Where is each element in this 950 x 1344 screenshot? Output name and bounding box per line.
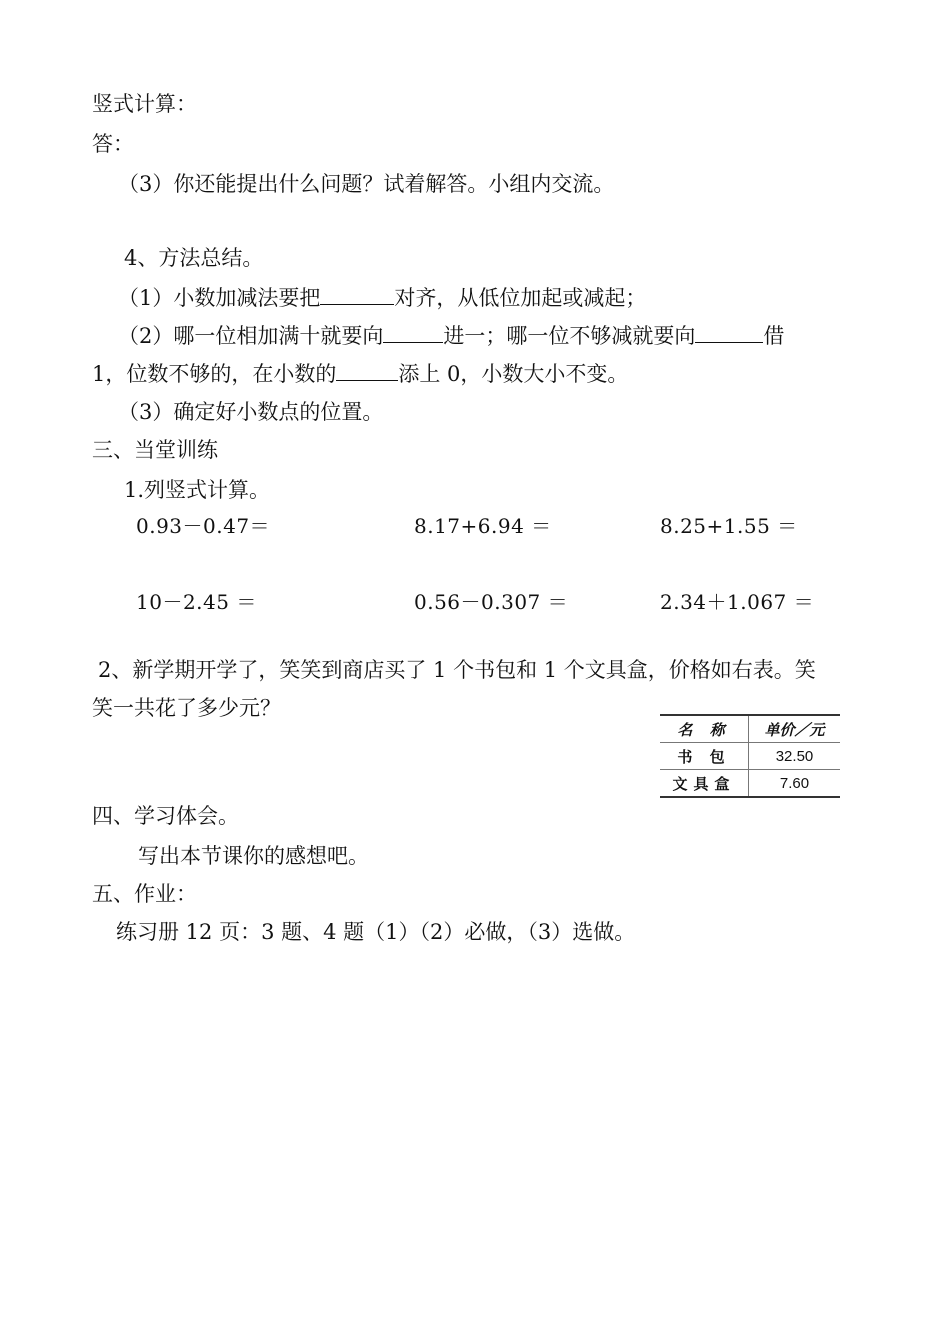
calc-item: 10－2.45 ＝ [136,590,257,614]
summary-point-1-text-a: （1）小数加减法要把 [118,286,321,310]
calc-item: 8.25+1.55 ＝ [660,514,798,538]
fill-blank[interactable] [320,284,394,305]
summary-point-1-text-b: 对齐，从低位加起或减起； [394,286,647,310]
table-row [660,770,840,798]
summary-point-3: （3）确定好小数点的位置。 [118,400,384,424]
reflection-prompt: 写出本节课你的感想吧。 [138,844,369,868]
price-table-item-name: 书 包 [660,743,749,770]
price-table-item-name: 文具盒 [660,770,749,798]
method-summary-heading: 4、方法总结。 [124,246,264,270]
price-table [660,714,840,798]
summary-point-2-text-a: （2）哪一位相加满十就要向 [118,324,384,348]
summary-point-1 [118,284,646,312]
price-table-item-price: 7.60 [779,774,810,792]
summary-point-2 [118,322,784,350]
summary-point-2-continued [92,360,628,388]
fill-blank[interactable] [383,322,443,343]
section-3-heading: 三、当堂训练 [92,438,218,462]
calc-item: 0.56－0.307 ＝ [414,590,569,614]
summary-point-2-text-d: 1，位数不够的，在小数的 [92,362,337,386]
calc-item: 8.17+6.94 ＝ [414,514,552,538]
calc-item: 2.34＋1.067 ＝ [660,590,815,614]
price-table-header-name: 名 称 [660,715,749,743]
fill-blank[interactable] [695,322,763,343]
homework-text: 练习册 12 页：3 题、4 题（1）（2）必做，（3）选做。 [116,920,636,944]
summary-point-2-text-e: 添上 0，小数大小不变。 [398,362,629,386]
answer-label: 答： [92,132,134,156]
section-4-heading: 四、学习体会。 [92,804,239,828]
vertical-calc-label: 竖式计算： [92,92,197,116]
price-table-header-price: 单价／元 [749,715,841,743]
table-row [660,743,840,770]
word-problem-2-continued: 笑一共花了多少元？ [92,696,281,720]
word-problem-2: 2、新学期开学了，笑笑到商店买了 1 个书包和 1 个文具盒，价格如右表。笑 [98,658,816,682]
fill-blank[interactable] [336,360,398,381]
exercise-1-heading: 1.列竖式计算。 [124,478,271,502]
question-3: （3）你还能提出什么问题？试着解答。小组内交流。 [118,172,615,196]
section-5-heading: 五、作业： [92,882,197,906]
price-table-item-price: 32.50 [749,743,841,770]
calc-item: 0.93－0.47＝ [136,514,271,538]
summary-point-2-text-c: 借 [763,324,785,348]
price-table-header [660,715,840,743]
summary-point-2-text-b: 进一；哪一位不够减就要向 [443,324,696,348]
